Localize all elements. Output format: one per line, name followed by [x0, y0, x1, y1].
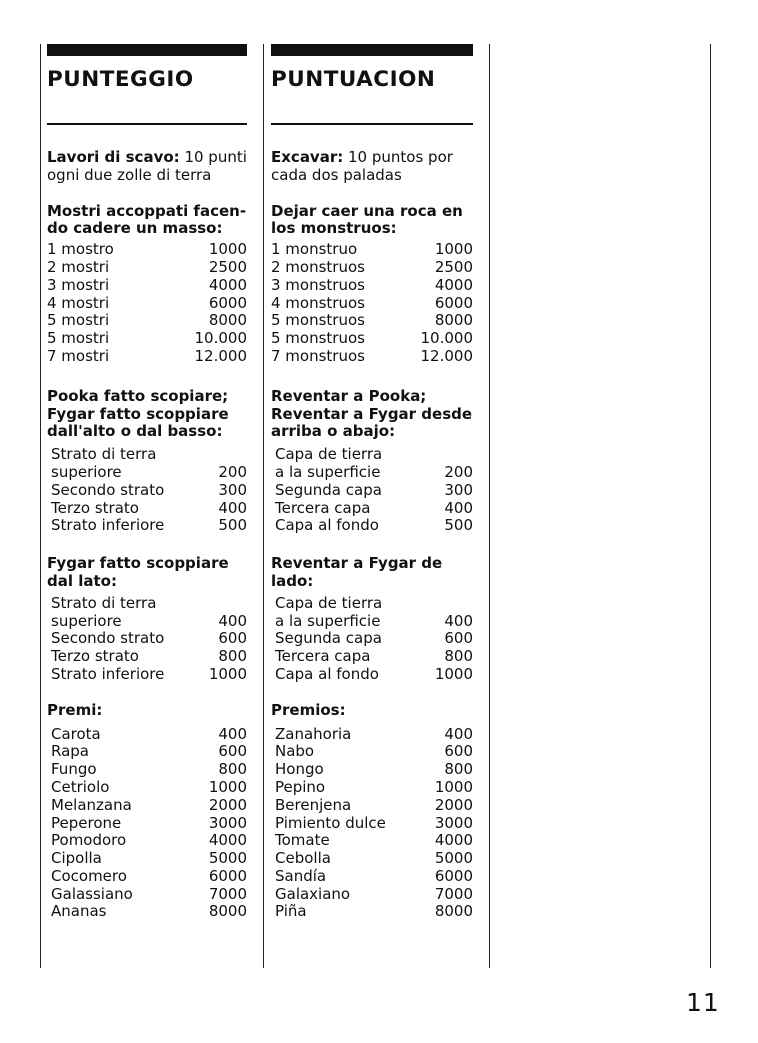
score-row	[271, 259, 473, 277]
row-label: Galaxiano	[275, 884, 351, 903]
row-value: 8000	[208, 311, 247, 330]
score-row	[47, 648, 247, 666]
row-value: 400	[444, 498, 473, 517]
intro-lead: Excavar:	[271, 148, 344, 166]
score-row	[47, 259, 247, 277]
row-value: 12.000	[420, 346, 473, 365]
row-label: Berenjena	[275, 795, 352, 814]
row-label: Cebolla	[275, 849, 331, 868]
score-row	[271, 348, 473, 366]
spanish-monsters-section	[271, 203, 473, 366]
score-row	[47, 797, 247, 815]
row-value: 800	[444, 647, 473, 666]
score-row	[47, 815, 247, 833]
score-row	[47, 517, 247, 535]
row-label: Terzo strato	[51, 498, 139, 517]
score-row	[271, 868, 473, 886]
row-value: 4000	[434, 831, 473, 850]
section-title: Dejar caer una roca en los monstruos:	[271, 201, 463, 238]
row-value: 8000	[434, 902, 473, 921]
score-row	[47, 241, 247, 259]
row-value: 800	[444, 760, 473, 779]
row-value: 8000	[434, 311, 473, 330]
score-row	[271, 330, 473, 348]
score-row	[271, 613, 473, 631]
row-label: Capa al fondo	[275, 516, 379, 535]
score-row	[271, 517, 473, 535]
row-value: 500	[444, 516, 473, 535]
row-label: 3 monstruos	[271, 275, 365, 294]
italian-prizes-section	[47, 702, 247, 922]
row-label: Segunda capa	[275, 480, 382, 499]
score-row	[271, 779, 473, 797]
score-row	[271, 482, 473, 500]
italian-intro	[47, 149, 247, 185]
row-label: Pepino	[275, 777, 326, 796]
row-label: Tercera capa	[275, 647, 371, 666]
row-value: 4000	[434, 275, 473, 294]
italian-pooka-section	[47, 388, 247, 535]
spanish-prizes-section	[271, 702, 473, 922]
score-row	[271, 295, 473, 313]
row-label: 4 mostri	[47, 293, 110, 312]
row-value: 6000	[434, 293, 473, 312]
row-value: 400	[218, 611, 247, 630]
row-value: 600	[218, 629, 247, 648]
row-value: 6000	[434, 866, 473, 885]
score-row	[47, 348, 247, 366]
row-value: 200	[218, 462, 247, 481]
score-row	[271, 815, 473, 833]
spanish-fygar-rows	[271, 613, 473, 684]
row-label: Hongo	[275, 760, 324, 779]
score-row	[47, 295, 247, 313]
row-value: 1000	[434, 240, 473, 259]
row-label: Cocomero	[51, 866, 127, 885]
score-row	[47, 666, 247, 684]
row-value: 6000	[208, 866, 247, 885]
row-label-first	[271, 446, 473, 464]
row-value: 1000	[208, 664, 247, 683]
row-label: 2 mostri	[47, 257, 110, 276]
row-label: 1 mostro	[47, 240, 114, 259]
score-row	[271, 743, 473, 761]
spanish-pooka-rows-wrap	[271, 446, 473, 535]
spanish-pooka-section	[271, 388, 473, 535]
score-row	[271, 886, 473, 904]
row-label: Segunda capa	[275, 629, 382, 648]
italian-monsters-section	[47, 203, 247, 366]
row-value: 6000	[208, 293, 247, 312]
right-column-rule	[489, 44, 490, 968]
row-value: 7000	[208, 884, 247, 903]
row-label: 5 mostri	[47, 311, 110, 330]
row-value: 200	[444, 462, 473, 481]
row-label: Zanahoria	[275, 724, 352, 743]
score-row	[47, 464, 247, 482]
score-row	[271, 666, 473, 684]
score-row	[271, 648, 473, 666]
row-value: 1000	[434, 777, 473, 796]
middle-column-rule	[263, 44, 264, 968]
row-label: Piña	[275, 902, 307, 921]
spanish-monsters-rows	[271, 241, 473, 366]
spanish-column	[271, 44, 473, 921]
score-row	[271, 312, 473, 330]
row-label-first	[271, 595, 473, 613]
row-label: Fungo	[51, 760, 97, 779]
row-label: Terzo strato	[51, 647, 139, 666]
row-label: Galassiano	[51, 884, 133, 903]
row-value: 4000	[208, 831, 247, 850]
spanish-pooka-rows	[271, 464, 473, 535]
row-value: 1000	[208, 240, 247, 259]
section-title: Reventar a Pooka; Reventar a Fygar desde arriba o abajo:	[271, 386, 473, 441]
row-label: superiore	[51, 462, 122, 481]
row-label: Pimiento dulce	[275, 813, 386, 832]
intro-lead: Lavori di scavo:	[47, 148, 180, 166]
spanish-heading: PUNTUACION	[271, 67, 436, 92]
score-row	[47, 832, 247, 850]
row-value: 2000	[434, 795, 473, 814]
row-value: 600	[218, 742, 247, 761]
heading-bar	[47, 44, 247, 56]
row-label: Sandía	[275, 866, 327, 885]
row-label: Capa al fondo	[275, 664, 379, 683]
section-title: Mostri accoppati facen-do cadere un masso:	[47, 201, 247, 238]
row-label: 7 mostri	[47, 346, 110, 365]
score-row	[271, 241, 473, 259]
row-label: Strato inferiore	[51, 664, 165, 683]
score-row	[271, 797, 473, 815]
row-label: Tomate	[275, 831, 330, 850]
italian-fygar-section	[47, 555, 247, 684]
row-value: 300	[444, 480, 473, 499]
row-label: Pomodoro	[51, 831, 127, 850]
row-label: Cipolla	[51, 849, 102, 868]
score-row	[47, 630, 247, 648]
row-value: 1000	[208, 777, 247, 796]
score-row	[47, 850, 247, 868]
score-row	[271, 464, 473, 482]
row-label: superiore	[51, 611, 122, 630]
row-value: 400	[218, 498, 247, 517]
spanish-intro	[271, 149, 473, 185]
row-value: 400	[218, 724, 247, 743]
row-value: 12.000	[194, 346, 247, 365]
intro-text: 10 puntos por cada dos paladas	[271, 148, 453, 184]
row-label: Secondo strato	[51, 480, 165, 499]
score-row	[271, 903, 473, 921]
row-label: Melanzana	[51, 795, 132, 814]
row-value: 3000	[434, 813, 473, 832]
score-row	[47, 277, 247, 295]
row-label: 4 monstruos	[271, 293, 365, 312]
row-label: 5 monstruos	[271, 311, 365, 330]
row-label: 3 mostri	[47, 275, 110, 294]
section-title: Premi:	[47, 700, 103, 719]
italian-prizes-rows	[47, 726, 247, 922]
row-label: Strato di terra	[51, 445, 157, 464]
score-row	[47, 500, 247, 518]
row-value: 2500	[208, 257, 247, 276]
score-row	[271, 500, 473, 518]
intro-text: 10 punti ogni due zolle di terra	[47, 148, 247, 184]
score-row	[271, 850, 473, 868]
score-row	[271, 726, 473, 744]
heading-rule	[271, 123, 473, 125]
row-value: 3000	[208, 813, 247, 832]
row-value: 500	[218, 516, 247, 535]
section-title: Reventar a Fygar de lado:	[271, 554, 443, 590]
spanish-fygar-rows-wrap	[271, 595, 473, 684]
row-value: 600	[444, 742, 473, 761]
heading-bar	[271, 44, 473, 56]
row-label: 7 monstruos	[271, 346, 365, 365]
row-label: Strato inferiore	[51, 516, 165, 535]
italian-pooka-rows-wrap	[47, 446, 247, 535]
score-row	[47, 761, 247, 779]
score-row	[271, 832, 473, 850]
row-label: Tercera capa	[275, 498, 371, 517]
italian-fygar-rows-wrap	[47, 595, 247, 684]
row-label: a la superficie	[275, 462, 381, 481]
page-number: 11	[686, 988, 720, 1017]
score-row	[47, 482, 247, 500]
section-title: Fygar fatto scoppiare dal lato:	[47, 554, 229, 590]
spanish-fygar-section	[271, 555, 473, 684]
row-value: 8000	[208, 902, 247, 921]
row-value: 400	[444, 724, 473, 743]
row-value: 300	[218, 480, 247, 499]
row-value: 1000	[434, 664, 473, 683]
row-label: Cetriolo	[51, 777, 110, 796]
score-row	[47, 903, 247, 921]
row-value: 7000	[434, 884, 473, 903]
row-label: Carota	[51, 724, 101, 743]
row-label: Strato di terra	[51, 593, 157, 612]
score-row	[47, 312, 247, 330]
italian-column	[47, 44, 247, 921]
row-value: 10.000	[420, 329, 473, 348]
score-row	[47, 330, 247, 348]
row-value: 800	[218, 760, 247, 779]
row-label: Ananas	[51, 902, 107, 921]
row-label-first	[47, 595, 247, 613]
score-row	[47, 726, 247, 744]
far-right-column-rule	[710, 44, 711, 968]
row-value: 5000	[208, 849, 247, 868]
score-row	[47, 886, 247, 904]
row-value: 2500	[434, 257, 473, 276]
row-label: a la superficie	[275, 611, 381, 630]
row-label: Secondo strato	[51, 629, 165, 648]
section-title: Pooka fatto scopiare; Fygar fatto scoppiare dall'alto o dal basso:	[47, 386, 229, 441]
italian-pooka-rows	[47, 464, 247, 535]
heading-rule	[47, 123, 247, 125]
score-row	[47, 868, 247, 886]
row-label: Rapa	[51, 742, 89, 761]
row-value: 5000	[434, 849, 473, 868]
score-row	[47, 613, 247, 631]
row-value: 400	[444, 611, 473, 630]
row-value: 800	[218, 647, 247, 666]
row-value: 10.000	[194, 329, 247, 348]
row-label: Capa de tierra	[275, 593, 383, 612]
score-row	[271, 630, 473, 648]
italian-fygar-rows	[47, 613, 247, 684]
italian-heading: PUNTEGGIO	[47, 67, 194, 92]
italian-monsters-rows	[47, 241, 247, 366]
row-label: Capa de tierra	[275, 445, 383, 464]
score-row	[271, 277, 473, 295]
row-label: 5 mostri	[47, 329, 110, 348]
row-label: 5 monstruos	[271, 329, 365, 348]
row-value: 2000	[208, 795, 247, 814]
row-label-first	[47, 446, 247, 464]
row-value: 600	[444, 629, 473, 648]
score-row	[47, 743, 247, 761]
row-label: 1 monstruo	[271, 240, 358, 259]
score-row	[47, 779, 247, 797]
left-column-rule	[40, 44, 41, 968]
row-label: 2 monstruos	[271, 257, 365, 276]
score-row	[271, 761, 473, 779]
row-label: Peperone	[51, 813, 122, 832]
row-label: Nabo	[275, 742, 315, 761]
row-value: 4000	[208, 275, 247, 294]
spanish-prizes-rows	[271, 726, 473, 922]
section-title: Premios:	[271, 700, 346, 719]
